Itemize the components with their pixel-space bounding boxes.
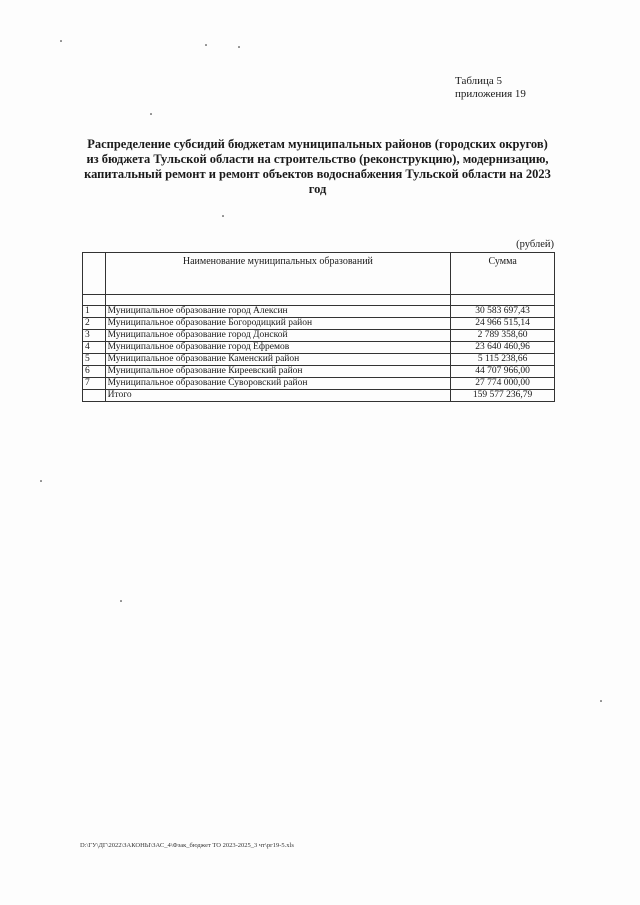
spacer-cell [451, 295, 555, 306]
title-line-3: капитальный ремонт и ремонт объектов водоснабжения Тульской области на 2023 [84, 167, 551, 181]
header-num [83, 253, 106, 295]
row-sum: 44 707 966,00 [451, 366, 555, 378]
spacer-row [83, 295, 555, 306]
row-name: Муниципальное образование Киреевский район [105, 366, 451, 378]
total-row [83, 390, 555, 402]
file-path-footer: D:\ГУ\ДГ\2022\ЗАКОНЫ\ЗАС_4\Фзак_бюджет ТО 2023-2025_3 чт\рг19-5.xls [80, 842, 294, 849]
spacer-cell [83, 295, 106, 306]
scan-speck [238, 46, 240, 48]
scan-speck [40, 480, 42, 482]
table-row [83, 354, 555, 366]
scan-speck [205, 44, 207, 46]
scan-speck [150, 113, 152, 115]
spacer-cell [105, 295, 451, 306]
row-sum: 27 774 000,00 [451, 378, 555, 390]
header-sum: Сумма [451, 253, 555, 295]
table-row [83, 366, 555, 378]
table-number: Таблица 5 [455, 75, 503, 87]
header-name: Наименование муниципальных образований [105, 253, 451, 295]
table-row [83, 342, 555, 354]
row-name: Муниципальное образование Богородицкий район [105, 318, 451, 330]
row-name: Муниципальное образование город Донской [105, 330, 451, 342]
scan-speck [120, 600, 122, 602]
total-num [83, 390, 106, 402]
row-num: 1 [83, 306, 106, 318]
row-sum: 23 640 460,96 [451, 342, 555, 354]
row-num: 4 [83, 342, 106, 354]
table-header-row [83, 253, 555, 295]
total-label: Итого [105, 390, 451, 402]
title-line-4: год [308, 182, 327, 196]
row-num: 5 [83, 354, 106, 366]
document-title [80, 137, 555, 197]
row-name: Муниципальное образование город Ефремов [105, 342, 451, 354]
row-num: 6 [83, 366, 106, 378]
title-line-1: Распределение субсидий бюджетам муниципальных районов (городских округов) [87, 137, 548, 151]
row-sum: 24 966 515,14 [451, 318, 555, 330]
table-row [83, 306, 555, 318]
row-sum: 2 789 358,60 [451, 330, 555, 342]
scan-speck [60, 40, 62, 42]
row-num: 7 [83, 378, 106, 390]
title-line-2: из бюджета Тульской области на строительство (реконструкцию), модернизацию, [86, 152, 549, 166]
table-row [83, 330, 555, 342]
row-name: Муниципальное образование Каменский район [105, 354, 451, 366]
scan-speck [600, 700, 602, 702]
scan-speck [222, 215, 224, 217]
table-row [83, 318, 555, 330]
row-name: Муниципальное образование город Алексин [105, 306, 451, 318]
row-num: 3 [83, 330, 106, 342]
row-sum: 5 115 238,66 [451, 354, 555, 366]
total-sum: 159 577 236,79 [451, 390, 555, 402]
row-name: Муниципальное образование Суворовский район [105, 378, 451, 390]
row-num: 2 [83, 318, 106, 330]
appendix-number: приложения 19 [455, 88, 526, 100]
unit-label: (рублей) [516, 239, 554, 250]
row-sum: 30 583 697,43 [451, 306, 555, 318]
table-reference [455, 75, 526, 101]
table-row [83, 378, 555, 390]
subsidy-table [82, 252, 555, 402]
